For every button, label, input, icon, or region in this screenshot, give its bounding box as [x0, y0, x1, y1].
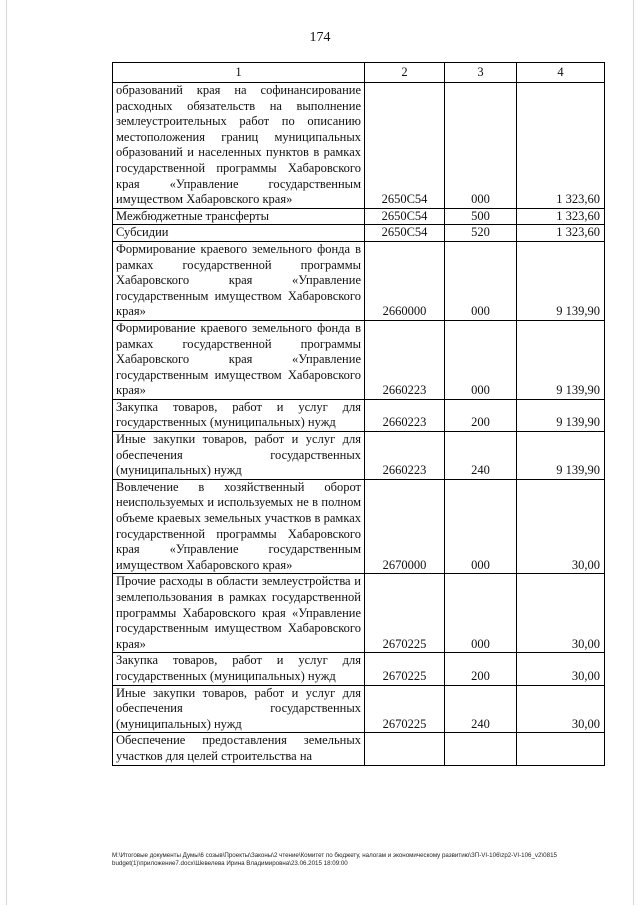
row-name-cell: образований края на софинансирование расходных обязательств на выполнение землеустроительных работ по описанию местоположения границ муниципальных образований и населенных пунктов в рамках государственной программы Хабаровского края «Управление государственным имуществом Хабаровского края»: [113, 83, 365, 209]
row-vr-cell: [445, 733, 517, 765]
row-sum-cell: 9 139,90: [517, 432, 605, 480]
row-code-cell: 2660223: [365, 320, 445, 399]
header-col-1: 1: [113, 63, 365, 83]
row-code-cell: 2650С54: [365, 225, 445, 242]
row-vr-cell: 240: [445, 685, 517, 733]
row-sum-cell: 9 139,90: [517, 241, 605, 320]
header-col-2: 2: [365, 63, 445, 83]
header-col-4: 4: [517, 63, 605, 83]
row-code-cell: 2670225: [365, 653, 445, 685]
row-name-cell: Иные закупки товаров, работ и услуг для обеспечения государственных (муниципальных) нужд: [113, 685, 365, 733]
right-margin-line: [633, 0, 634, 905]
budget-table: [112, 62, 605, 766]
row-sum-cell: 30,00: [517, 653, 605, 685]
row-name-cell: Закупка товаров, работ и услуг для государственных (муниципальных) нужд: [113, 399, 365, 431]
table-row: [113, 83, 605, 209]
row-name-cell: Прочие расходы в области землеустройства и землепользования в рамках государственной программы Хабаровского края «Управление государственным имуществом Хабаровского края»: [113, 574, 365, 653]
table-row: [113, 320, 605, 399]
row-vr-cell: 000: [445, 320, 517, 399]
row-vr-cell: 000: [445, 241, 517, 320]
table-row: [113, 653, 605, 685]
row-vr-cell: 500: [445, 208, 517, 225]
row-vr-cell: 000: [445, 83, 517, 209]
row-name-cell: Иные закупки товаров, работ и услуг для обеспечения государственных (муниципальных) нужд: [113, 432, 365, 480]
header-col-3: 3: [445, 63, 517, 83]
row-code-cell: 2670000: [365, 479, 445, 574]
page-number: 174: [309, 30, 331, 45]
row-vr-cell: 000: [445, 574, 517, 653]
row-code-cell: 2650С54: [365, 208, 445, 225]
row-name-cell: Обеспечение предоставления земельных участков для целей строительства на: [113, 733, 365, 765]
row-name-cell: Вовлечение в хозяйственный оборот неиспользуемых и используемых не в полном объеме краевых земельных участков в рамках государственной программы Хабаровского края «Управление государственным имуществом Хабаровского края»: [113, 479, 365, 574]
row-vr-cell: 200: [445, 653, 517, 685]
row-code-cell: 2670225: [365, 685, 445, 733]
row-sum-cell: 1 323,60: [517, 83, 605, 209]
row-sum-cell: 9 139,90: [517, 320, 605, 399]
table-row: [113, 574, 605, 653]
row-sum-cell: 30,00: [517, 479, 605, 574]
row-name-cell: Формирование краевого земельного фонда в рамках государственной программы Хабаровского края «Управление государственным имуществом Хабаровского края»: [113, 241, 365, 320]
row-sum-cell: 30,00: [517, 685, 605, 733]
table-row: [113, 733, 605, 765]
table-row: [113, 432, 605, 480]
table-body: [113, 63, 605, 766]
table-row: [113, 399, 605, 431]
row-code-cell: 2660000: [365, 241, 445, 320]
document-path-footer: M:\Итоговые документы Думы\6 созыв\Проекты\Законы\2 чтение\Комитет по бюджету, налогам и экономическому развитию\ЗП-VI-106\zp2-VI-106_v2\0815 budget(1)\приложение7.docx\Шевелева Ирина Владимировна\23.06.2015 18:09:00: [112, 852, 557, 867]
row-name-cell: Закупка товаров, работ и услуг для государственных (муниципальных) нужд: [113, 653, 365, 685]
table-row: [113, 208, 605, 225]
table-row: [113, 479, 605, 574]
row-vr-cell: 240: [445, 432, 517, 480]
row-vr-cell: 200: [445, 399, 517, 431]
table-row: [113, 685, 605, 733]
row-vr-cell: 000: [445, 479, 517, 574]
row-sum-cell: 9 139,90: [517, 399, 605, 431]
row-sum-cell: 30,00: [517, 574, 605, 653]
table-row: [113, 241, 605, 320]
row-code-cell: 2670225: [365, 574, 445, 653]
row-vr-cell: 520: [445, 225, 517, 242]
row-sum-cell: 1 323,60: [517, 225, 605, 242]
row-code-cell: 2650С54: [365, 83, 445, 209]
table-row: [113, 225, 605, 242]
row-code-cell: 2660223: [365, 399, 445, 431]
row-sum-cell: [517, 733, 605, 765]
row-sum-cell: 1 323,60: [517, 208, 605, 225]
left-margin-line: [6, 0, 7, 905]
table-header-row: [113, 63, 605, 83]
row-code-cell: 2660223: [365, 432, 445, 480]
row-name-cell: Формирование краевого земельного фонда в рамках государственной программы Хабаровского края «Управление государственным имуществом Хабаровского края»: [113, 320, 365, 399]
row-name-cell: Межбюджетные трансферты: [113, 208, 365, 225]
row-code-cell: [365, 733, 445, 765]
row-name-cell: Субсидии: [113, 225, 365, 242]
